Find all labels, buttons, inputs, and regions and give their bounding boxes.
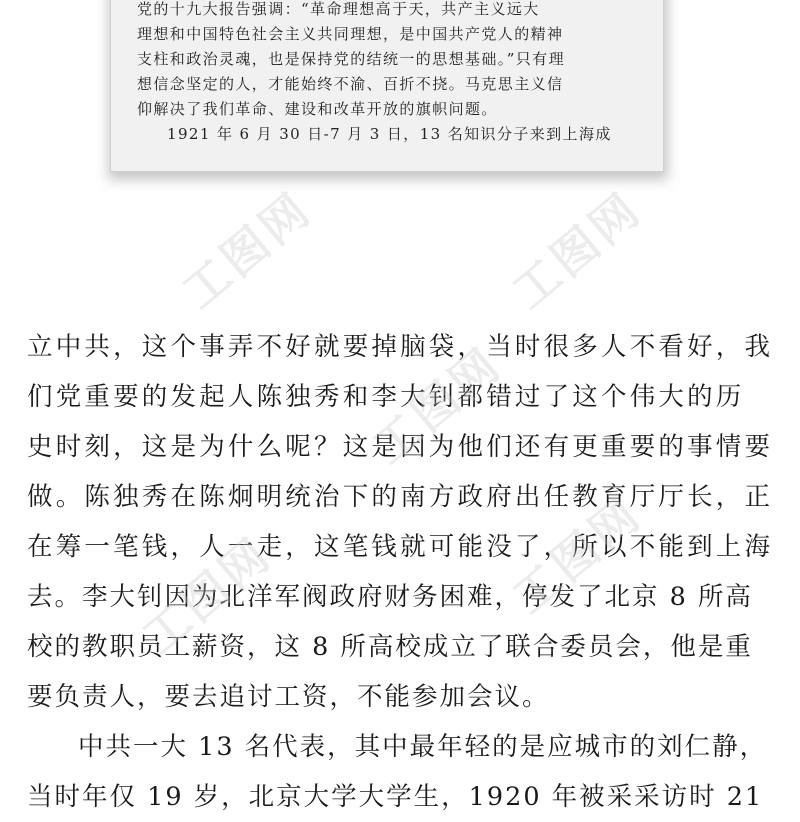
body-line: 当时年仅 19 岁，北京大学大学生，1920 年被采采访时 21 — [27, 782, 764, 812]
excerpt-card — [110, 0, 664, 172]
excerpt-line: 党的十九大报告强调：“革命理想高于天，共产主义远大 — [137, 0, 540, 18]
body-line: 做。陈独秀在陈炯明统治下的南方政府出任教育厅厅长，正 — [27, 482, 774, 512]
body-line: 在筹一笔钱，人一走，这笔钱就可能没了，所以不能到上海 — [27, 532, 774, 562]
excerpt-line: 支柱和政治灵魂，也是保持党的结统一的思想基础。”只有理 — [137, 50, 565, 68]
excerpt-line: 理想和中国特色社会主义共同理想，是中国共产党人的精神 — [137, 25, 564, 43]
watermark: 工图网 — [502, 486, 652, 625]
body-line: 校的教职员工薪资，这 8 所高校成立了联合委员会，他是重 — [27, 632, 753, 662]
excerpt-line: 1921 年 6 月 30 日-7 月 3 日，13 名知识分子来到上海成 — [167, 125, 612, 143]
watermark: 工图网 — [132, 526, 282, 665]
excerpt-line: 想信念坚定的人，才能始终不渝、百折不挠。马克思主义信 — [137, 75, 564, 93]
watermark: 工图网 — [362, 336, 512, 475]
body-text — [27, 322, 777, 822]
body-line: 去。李大钊因为北洋军阀政府财务困难，停发了北京 8 所高 — [27, 582, 753, 612]
excerpt-line: 仰解决了我们革命、建设和改革开放的旗帜问题。 — [137, 100, 498, 118]
body-line: 史时刻，这是为什么呢？这是因为他们还有更重要的事情要 — [27, 432, 774, 462]
body-line: 要负责人，要去追讨工资，不能参加会议。 — [27, 682, 550, 712]
body-line: 们党重要的发起人陈独秀和李大钊都错过了这个伟大的历 — [27, 382, 745, 412]
watermark: 工图网 — [502, 181, 652, 320]
body-line: 立中共，这个事弄不好就要掉脑袋，当时很多人不看好，我 — [27, 332, 774, 362]
watermark: 工图网 — [172, 181, 322, 320]
body-line: 中共一大 13 名代表，其中最年轻的是应城市的刘仁静， — [78, 732, 768, 762]
